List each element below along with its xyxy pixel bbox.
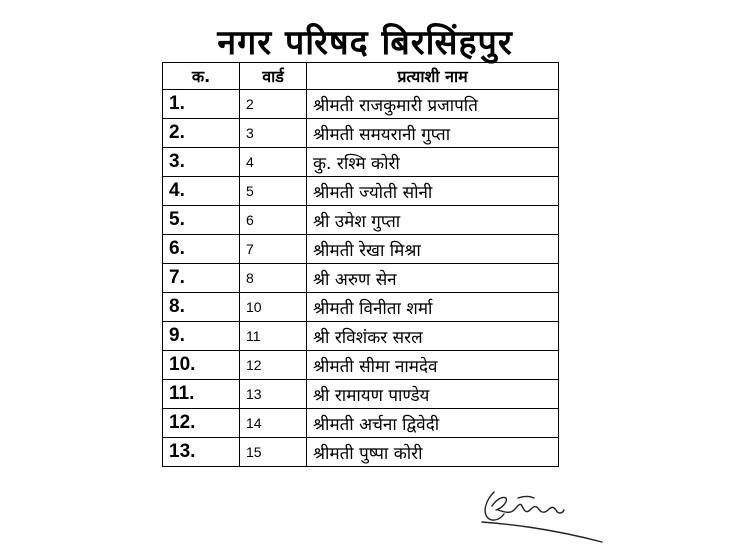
table-row: [163, 293, 559, 322]
serial-number: 12.: [163, 409, 240, 438]
table-row: [163, 380, 559, 409]
serial-number: 11.: [163, 380, 240, 409]
serial-number: 6.: [163, 235, 240, 264]
ward-number: 13: [240, 380, 307, 409]
ward-number: 2: [240, 90, 307, 119]
serial-number: 13.: [163, 438, 240, 467]
candidate-name: श्रीमती अर्चना द्विवेदी: [307, 409, 559, 438]
ward-number: 12: [240, 351, 307, 380]
serial-number: 8.: [163, 293, 240, 322]
candidate-name: कु. रश्मि कोरी: [307, 148, 559, 177]
candidate-name: श्रीमती राजकुमारी प्रजापति: [307, 90, 559, 119]
serial-number: 10.: [163, 351, 240, 380]
table-row: [163, 409, 559, 438]
ward-number: 15: [240, 438, 307, 467]
candidate-name: श्री रामायण पाण्डेय: [307, 380, 559, 409]
table-header-row: [163, 63, 559, 90]
table-row: [163, 177, 559, 206]
serial-number: 1.: [163, 90, 240, 119]
serial-number: 3.: [163, 148, 240, 177]
page-title: नगर परिषद बिरसिंहपुर: [217, 23, 513, 63]
ward-number: 7: [240, 235, 307, 264]
candidate-name: श्रीमती समयरानी गुप्ता: [307, 119, 559, 148]
ward-number: 5: [240, 177, 307, 206]
candidate-name: श्रीमती विनीता शर्मा: [307, 293, 559, 322]
candidate-table: [162, 62, 559, 467]
table-row: [163, 119, 559, 148]
handwritten-signature: [478, 488, 606, 544]
table-row: [163, 438, 559, 467]
table-row: [163, 351, 559, 380]
header-serial: क.: [163, 63, 240, 90]
serial-number: 2.: [163, 119, 240, 148]
candidate-name: श्री रविशंकर सरल: [307, 322, 559, 351]
candidate-name: श्रीमती पुष्पा कोरी: [307, 438, 559, 467]
serial-number: 4.: [163, 177, 240, 206]
serial-number: 9.: [163, 322, 240, 351]
candidate-name: श्रीमती ज्योती सोनी: [307, 177, 559, 206]
header-candidate-name: प्रत्याशी नाम: [307, 63, 559, 90]
ward-number: 6: [240, 206, 307, 235]
ward-number: 14: [240, 409, 307, 438]
candidate-name: श्री उमेश गुप्ता: [307, 206, 559, 235]
ward-number: 4: [240, 148, 307, 177]
candidate-name: श्री अरुण सेन: [307, 264, 559, 293]
table-row: [163, 322, 559, 351]
ward-number: 8: [240, 264, 307, 293]
candidate-name: श्रीमती सीमा नामदेव: [307, 351, 559, 380]
table-row: [163, 206, 559, 235]
ward-number: 10: [240, 293, 307, 322]
table-row: [163, 148, 559, 177]
table-row: [163, 90, 559, 119]
table-row: [163, 235, 559, 264]
table-row: [163, 264, 559, 293]
serial-number: 7.: [163, 264, 240, 293]
ward-number: 3: [240, 119, 307, 148]
serial-number: 5.: [163, 206, 240, 235]
header-ward: वार्ड: [240, 63, 307, 90]
candidate-name: श्रीमती रेखा मिश्रा: [307, 235, 559, 264]
ward-number: 11: [240, 322, 307, 351]
